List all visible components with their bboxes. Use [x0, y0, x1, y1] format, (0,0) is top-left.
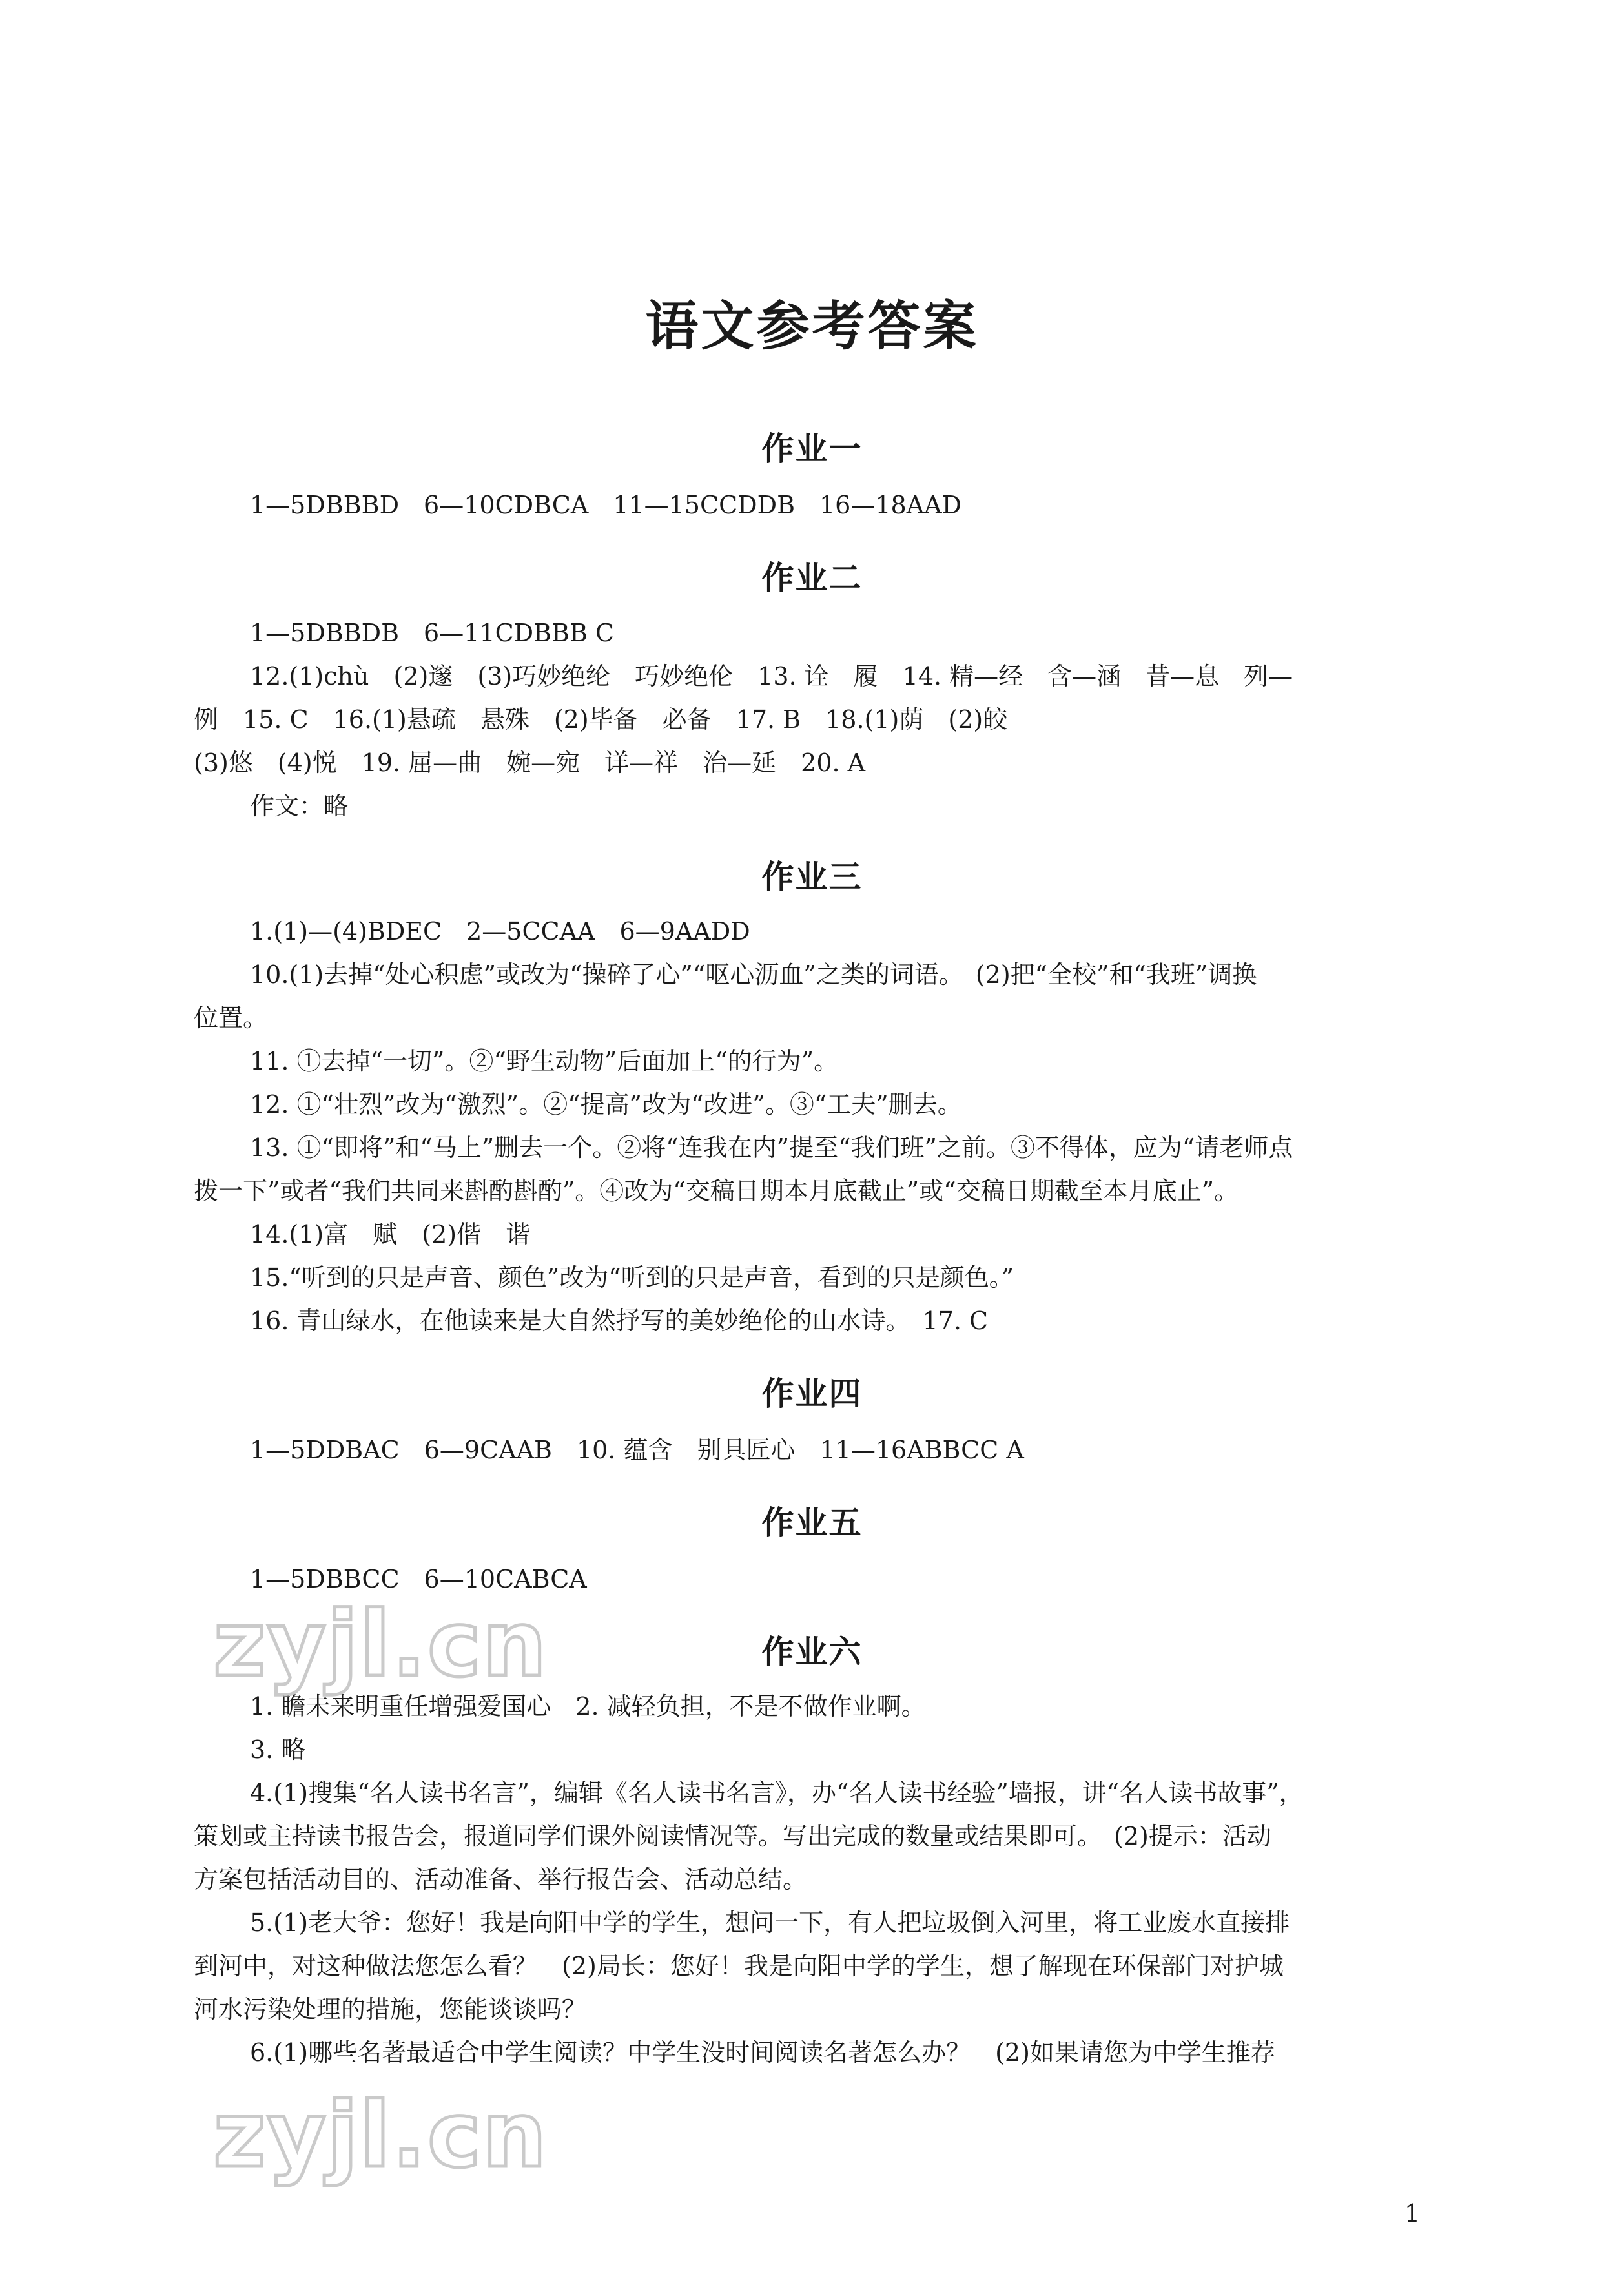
section-heading-1: 作业一	[761, 430, 863, 468]
answer-line: 3. 略	[250, 1735, 306, 1764]
watermark: zyjl.cn	[213, 1592, 548, 1697]
answer-line: 策划或主持读书报告会，报道同学们课外阅读情况等。写出完成的数量或结果即可。 (2)提示：活动	[194, 1822, 1271, 1850]
answer-line: 12.(1)chù (2)邃 (3)巧妙绝纶 巧妙绝伦 13. 诠 履 14. 精—经 含—涵 昔—息 列—	[250, 662, 1293, 690]
answer-line: 10.(1)去掉“处心积虑”或改为“操碎了心”“呕心沥血”之类的词语。 (2)把“全校”和“我班”调换	[250, 960, 1257, 989]
answer-line: 1.(1)—(4)BDEC 2—5CCAA 6—9AADD	[250, 917, 750, 946]
answer-line: 6.(1)哪些名著最适合中学生阅读？中学生没时间阅读名著怎么办？ (2)如果请您为中学生推荐	[250, 2038, 1275, 2067]
answer-line: 作文：略	[250, 792, 349, 820]
answer-line: 1—5DDBAC 6—9CAAB 10. 蕴含 别具匠心 11—16ABBCC A	[250, 1436, 1024, 1464]
answer-line: 1—5DBBCC 6—10CABCA	[250, 1565, 587, 1593]
section-heading-3: 作业三	[761, 858, 863, 896]
answer-line: 1—5DBBDB 6—11CDBBB C	[250, 619, 615, 647]
answer-line: 拨一下”或者“我们共同来斟酌斟酌”。④改为“交稿日期本月底截止”或“交稿日期截至本月底止”。	[194, 1177, 1239, 1205]
answer-line: 12. ①“壮烈”改为“激烈”。②“提高”改为“改进”。③“工夫”删去。	[250, 1090, 962, 1119]
answer-line: 16. 青山绿水，在他读来是大自然抒写的美妙绝伦的山水诗。 17. C	[250, 1307, 989, 1335]
answer-line: 到河中，对这种做法您怎么看？ (2)局长：您好！我是向阳中学的学生，想了解现在环保部门对护城	[194, 1952, 1284, 1980]
section-heading-5: 作业五	[761, 1504, 863, 1542]
answer-line: 1. 瞻未来明重任增强爱国心 2. 减轻负担，不是不做作业啊。	[250, 1692, 926, 1721]
answer-line: 15.“听到的只是声音、颜色”改为“听到的只是声音，看到的只是颜色。”	[250, 1263, 1014, 1292]
answer-line: 方案包括活动目的、活动准备、举行报告会、活动总结。	[194, 1865, 808, 1894]
answer-line: 位置。	[194, 1004, 268, 1032]
answer-line: 1—5DBBBD 6—10CDBCA 11—15CCDDB 16—18AAD	[250, 491, 962, 519]
page-number: 1	[1404, 2199, 1421, 2228]
section-heading-2: 作业二	[761, 559, 863, 597]
answer-line: 4.(1)搜集“名人读书名言”，编辑《名人读书名言》，办“名人读书经验”墙报，讲“名人读书故事”，	[250, 1779, 1304, 1807]
section-heading-6: 作业六	[761, 1633, 863, 1671]
document-title: 语文参考答案	[645, 295, 979, 357]
answer-line: (3)悠 (4)悦 19. 屈—曲 婉—宛 详—祥 治—延 20. A	[194, 749, 866, 777]
answer-line: 例 15. C 16.(1)悬疏 悬殊 (2)毕备 必备 17. B 18.(1)荫 (2)皎	[194, 705, 1008, 734]
answer-line: 河水污染处理的措施，您能谈谈吗？	[194, 1995, 587, 2023]
answer-line: 13. ①“即将”和“马上”删去一个。②将“连我在内”提至“我们班”之前。③不得体，应为“请老师点	[250, 1133, 1293, 1162]
watermark: zyjl.cn	[213, 2083, 548, 2188]
answer-line: 5.(1)老大爷：您好！我是向阳中学的学生，想问一下，有人把垃圾倒入河里，将工业废水直接排	[250, 1908, 1290, 1937]
section-heading-4: 作业四	[761, 1375, 863, 1412]
answer-line: 14.(1)富 赋 (2)偕 谐	[250, 1220, 531, 1248]
answer-line: 11. ①去掉“一切”。②“野生动物”后面加上“的行为”。	[250, 1047, 839, 1075]
